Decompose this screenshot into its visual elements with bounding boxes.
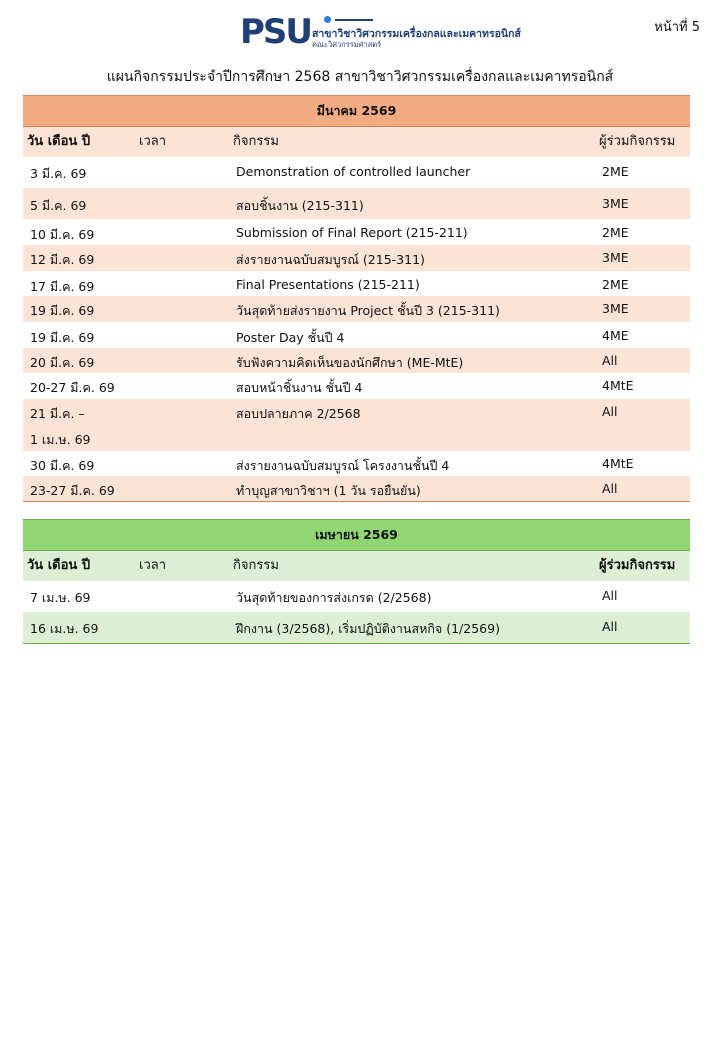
- table-row: [23, 612, 690, 644]
- table-row: [23, 348, 690, 373]
- column-header-participants: ผู้ร่วมกิจกรรม: [599, 558, 676, 573]
- table-row: [23, 451, 690, 476]
- row-activity: Submission of Final Report (215-211): [236, 225, 468, 240]
- row-activity: ส่งรายงานฉบับสมบูรณ์ (215-311): [236, 252, 425, 267]
- month-header: มีนาคม 2569: [23, 95, 690, 127]
- row-date: 16 เม.ษ. 69: [30, 621, 99, 636]
- table-row: [23, 581, 690, 612]
- row-date: 10 มี.ค. 69: [30, 227, 95, 242]
- row-activity: ทำบุญสาขาวิชาฯ (1 วัน รอยืนยัน): [236, 483, 421, 498]
- table-row: [23, 322, 690, 348]
- row-date: 19 มี.ค. 69: [30, 303, 95, 318]
- row-date: 19 มี.ค. 69: [30, 330, 95, 345]
- row-participants: 4MtE: [602, 456, 634, 471]
- table-row: [23, 245, 690, 271]
- row-participants: 3ME: [602, 196, 629, 211]
- logo-bar: [335, 19, 373, 21]
- row-date-continued: 1 เม.ษ. 69: [30, 432, 91, 447]
- row-date: 20 มี.ค. 69: [30, 355, 95, 370]
- logo-mark: PSU: [240, 12, 312, 52]
- row-date: 3 มี.ค. 69: [30, 166, 87, 181]
- table-row: [23, 476, 690, 502]
- row-activity: สอบหน้าชิ้นงาน ชั้นปี 4: [236, 380, 363, 395]
- row-activity: สอบชิ้นงาน (215-311): [236, 198, 364, 213]
- table-row: [23, 373, 690, 399]
- row-activity: ฝึกงาน (3/2568), เริ่มปฏิบัติงานสหกิจ (1/2569): [236, 621, 500, 636]
- column-header-date: วัน เดือน ปี: [27, 134, 91, 149]
- march-table: [23, 95, 690, 502]
- row-date: 5 มี.ค. 69: [30, 198, 87, 213]
- month-header: เมษายน 2569: [23, 519, 690, 551]
- logo-dot: [324, 16, 331, 23]
- row-participants: 4ME: [602, 328, 629, 343]
- column-header-time: เวลา: [139, 558, 167, 573]
- row-participants: 3ME: [602, 301, 629, 316]
- april-table: [23, 519, 690, 644]
- column-header-date: วัน เดือน ปี: [27, 558, 91, 573]
- row-date: 23-27 มี.ค. 69: [30, 483, 115, 498]
- row-activity: รับฟังความคิดเห็นของนักศึกษา (ME-MtE): [236, 355, 464, 370]
- row-date: 12 มี.ค. 69: [30, 252, 95, 267]
- logo-faculty: คณะวิศวกรรมศาสตร์: [312, 40, 382, 49]
- row-activity: วันสุดท้ายส่งรายงาน Project ชั้นปี 3 (215-311): [236, 303, 500, 318]
- table-row: [23, 157, 690, 188]
- document-title: แผนกิจกรรมประจำปีการศึกษา 2568 สาขาวิชาวิศวกรรมเครื่องกลและเมคาทรอนิกส์: [106, 69, 614, 85]
- column-header-activity: กิจกรรม: [233, 558, 279, 573]
- row-date: 17 มี.ค. 69: [30, 279, 95, 294]
- column-header-activity: กิจกรรม: [233, 134, 279, 149]
- logo-department: สาขาวิชาวิศวกรรมเครื่องกลและเมคาทรอนิกส์: [312, 28, 521, 40]
- row-participants: All: [602, 404, 618, 419]
- page-number: หน้าที่ 5: [654, 20, 700, 35]
- row-activity: Demonstration of controlled launcher: [236, 164, 471, 179]
- row-participants: 3ME: [602, 250, 629, 265]
- row-activity: สอบปลายภาค 2/2568: [236, 406, 361, 421]
- psu-logo: [240, 12, 521, 54]
- row-participants: All: [602, 588, 618, 603]
- table-row: [23, 188, 690, 219]
- row-participants: 2ME: [602, 277, 629, 292]
- row-date: 30 มี.ค. 69: [30, 458, 95, 473]
- column-header-participants: ผู้ร่วมกิจกรรม: [599, 134, 676, 149]
- row-participants: 4MtE: [602, 378, 634, 393]
- row-date: 21 มี.ค. –: [30, 406, 85, 421]
- row-participants: 2ME: [602, 225, 629, 240]
- row-participants: All: [602, 481, 618, 496]
- table-row: [23, 399, 690, 451]
- table-row: [23, 296, 690, 322]
- column-header-row: [23, 551, 690, 581]
- column-header-row: [23, 127, 690, 157]
- row-activity: Final Presentations (215-211): [236, 277, 420, 292]
- row-participants: 2ME: [602, 164, 629, 179]
- row-activity: วันสุดท้ายของการส่งเกรด (2/2568): [236, 590, 432, 605]
- row-activity: Poster Day ชั้นปี 4: [236, 330, 345, 345]
- row-participants: All: [602, 353, 618, 368]
- table-row: [23, 219, 690, 245]
- row-date: 20-27 มี.ค. 69: [30, 380, 115, 395]
- row-activity: ส่งรายงานฉบับสมบูรณ์ โครงงานชั้นปี 4: [236, 458, 450, 473]
- table-row: [23, 271, 690, 296]
- row-participants: All: [602, 619, 618, 634]
- row-date: 7 เม.ษ. 69: [30, 590, 91, 605]
- column-header-time: เวลา: [139, 134, 167, 149]
